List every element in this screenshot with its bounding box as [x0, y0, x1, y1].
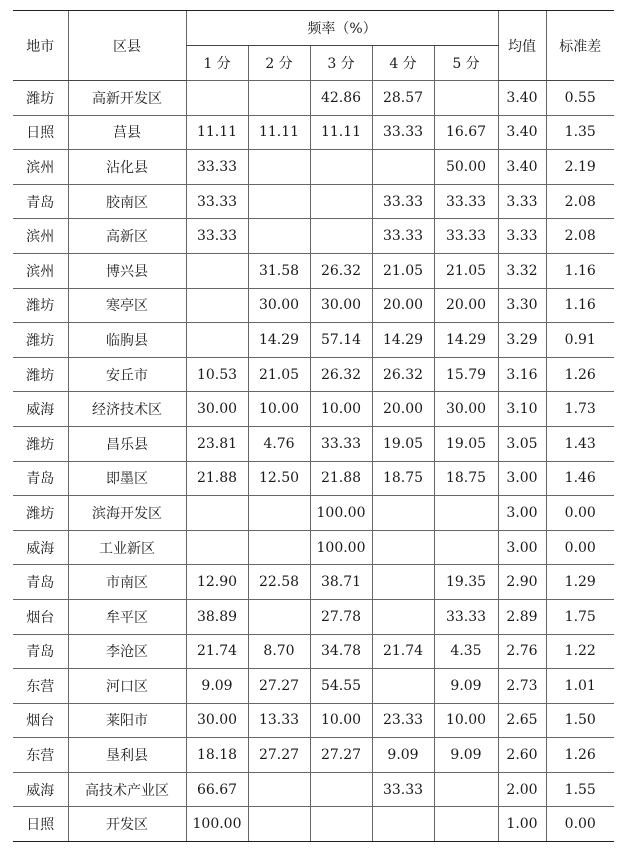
cell-score-5 — [434, 81, 498, 116]
cell-mean: 3.33 — [498, 184, 546, 219]
cell-county: 李沧区 — [68, 634, 186, 669]
table-row — [13, 184, 614, 219]
cell-city: 东营 — [13, 669, 68, 704]
cell-score-5: 14.29 — [434, 323, 498, 358]
cell-score-3 — [310, 184, 372, 219]
cell-score-1 — [186, 253, 248, 288]
cell-score-3: 10.00 — [310, 392, 372, 427]
cell-score-5: 4.35 — [434, 634, 498, 669]
table-header — [13, 11, 614, 81]
cell-county: 工业新区 — [68, 530, 186, 565]
cell-score-2: 14.29 — [248, 323, 310, 358]
cell-mean: 3.00 — [498, 496, 546, 531]
cell-mean: 3.40 — [498, 81, 546, 116]
cell-mean: 2.76 — [498, 634, 546, 669]
table-row — [13, 288, 614, 323]
cell-score-5: 21.05 — [434, 253, 498, 288]
cell-score-3: 27.78 — [310, 599, 372, 634]
cell-score-4 — [372, 807, 434, 842]
cell-score-1: 100.00 — [186, 807, 248, 842]
header-sd: 标准差 — [546, 11, 614, 81]
cell-score-1: 21.74 — [186, 634, 248, 669]
cell-sd: 1.35 — [546, 115, 614, 150]
cell-score-2 — [248, 150, 310, 185]
cell-score-1 — [186, 81, 248, 116]
cell-score-4 — [372, 669, 434, 704]
cell-city: 日照 — [13, 115, 68, 150]
cell-county: 即墨区 — [68, 461, 186, 496]
cell-score-1: 38.89 — [186, 599, 248, 634]
header-score-1: 1 分 — [186, 46, 248, 81]
cell-score-4 — [372, 530, 434, 565]
cell-score-3: 21.88 — [310, 461, 372, 496]
table-row — [13, 565, 614, 600]
table-row — [13, 81, 614, 116]
table-row — [13, 599, 614, 634]
cell-score-2: 11.11 — [248, 115, 310, 150]
cell-sd: 2.08 — [546, 184, 614, 219]
cell-score-1: 9.09 — [186, 669, 248, 704]
table-row — [13, 253, 614, 288]
cell-score-5 — [434, 807, 498, 842]
cell-score-4: 14.29 — [372, 323, 434, 358]
cell-score-4: 9.09 — [372, 738, 434, 773]
cell-score-2: 8.70 — [248, 634, 310, 669]
cell-city: 威海 — [13, 530, 68, 565]
cell-score-1: 30.00 — [186, 703, 248, 738]
cell-score-3: 42.86 — [310, 81, 372, 116]
cell-score-3: 10.00 — [310, 703, 372, 738]
cell-sd: 1.55 — [546, 772, 614, 807]
cell-score-1: 11.11 — [186, 115, 248, 150]
frequency-table-container — [13, 10, 612, 842]
cell-city: 青岛 — [13, 565, 68, 600]
cell-score-1: 12.90 — [186, 565, 248, 600]
cell-score-3: 30.00 — [310, 288, 372, 323]
cell-score-5: 19.05 — [434, 426, 498, 461]
cell-mean: 2.73 — [498, 669, 546, 704]
cell-score-2: 30.00 — [248, 288, 310, 323]
cell-score-3 — [310, 150, 372, 185]
cell-score-1: 33.33 — [186, 184, 248, 219]
cell-score-4: 26.32 — [372, 357, 434, 392]
cell-sd: 2.19 — [546, 150, 614, 185]
cell-city: 青岛 — [13, 634, 68, 669]
cell-score-1: 23.81 — [186, 426, 248, 461]
cell-city: 潍坊 — [13, 81, 68, 116]
table-row — [13, 530, 614, 565]
cell-county: 莱阳市 — [68, 703, 186, 738]
cell-score-2: 22.58 — [248, 565, 310, 600]
cell-score-1: 10.53 — [186, 357, 248, 392]
table-row — [13, 807, 614, 842]
cell-sd: 1.43 — [546, 426, 614, 461]
cell-city: 青岛 — [13, 184, 68, 219]
cell-score-3 — [310, 219, 372, 254]
table-row — [13, 738, 614, 773]
cell-score-2 — [248, 530, 310, 565]
cell-mean: 2.90 — [498, 565, 546, 600]
cell-city: 潍坊 — [13, 288, 68, 323]
cell-score-2: 27.27 — [248, 669, 310, 704]
cell-score-4: 20.00 — [372, 288, 434, 323]
table-row — [13, 772, 614, 807]
cell-score-2 — [248, 599, 310, 634]
cell-score-5: 20.00 — [434, 288, 498, 323]
cell-score-5: 16.67 — [434, 115, 498, 150]
cell-city: 滨州 — [13, 150, 68, 185]
cell-county: 垦利县 — [68, 738, 186, 773]
cell-city: 烟台 — [13, 703, 68, 738]
cell-county: 市南区 — [68, 565, 186, 600]
cell-sd: 1.22 — [546, 634, 614, 669]
cell-sd: 1.16 — [546, 253, 614, 288]
cell-sd: 1.73 — [546, 392, 614, 427]
table-row — [13, 496, 614, 531]
cell-score-3: 11.11 — [310, 115, 372, 150]
cell-mean: 3.10 — [498, 392, 546, 427]
cell-score-1 — [186, 496, 248, 531]
cell-score-3: 26.32 — [310, 253, 372, 288]
cell-sd: 0.00 — [546, 530, 614, 565]
cell-score-4 — [372, 599, 434, 634]
cell-city: 东营 — [13, 738, 68, 773]
cell-score-3: 100.00 — [310, 530, 372, 565]
cell-score-4 — [372, 150, 434, 185]
cell-sd: 1.46 — [546, 461, 614, 496]
cell-score-2 — [248, 219, 310, 254]
cell-score-3: 100.00 — [310, 496, 372, 531]
cell-county: 高新区 — [68, 219, 186, 254]
table-row — [13, 357, 614, 392]
table-row — [13, 461, 614, 496]
cell-sd: 0.00 — [546, 496, 614, 531]
cell-county: 高技术产业区 — [68, 772, 186, 807]
cell-county: 寒亭区 — [68, 288, 186, 323]
cell-sd: 1.50 — [546, 703, 614, 738]
cell-score-2: 10.00 — [248, 392, 310, 427]
cell-score-2 — [248, 81, 310, 116]
header-frequency: 频率（%） — [186, 11, 498, 46]
cell-sd: 0.55 — [546, 81, 614, 116]
header-mean: 均值 — [498, 11, 546, 81]
cell-score-4: 28.57 — [372, 81, 434, 116]
header-score-3: 3 分 — [310, 46, 372, 81]
cell-score-2: 21.05 — [248, 357, 310, 392]
cell-mean: 2.89 — [498, 599, 546, 634]
cell-score-1: 33.33 — [186, 219, 248, 254]
table-row — [13, 115, 614, 150]
cell-sd: 0.00 — [546, 807, 614, 842]
cell-sd: 0.91 — [546, 323, 614, 358]
cell-score-4: 33.33 — [372, 184, 434, 219]
cell-county: 临朐县 — [68, 323, 186, 358]
cell-mean: 3.32 — [498, 253, 546, 288]
cell-score-5 — [434, 530, 498, 565]
cell-score-5: 50.00 — [434, 150, 498, 185]
cell-score-2 — [248, 807, 310, 842]
cell-city: 青岛 — [13, 461, 68, 496]
table-row — [13, 219, 614, 254]
header-score-4: 4 分 — [372, 46, 434, 81]
cell-score-1 — [186, 323, 248, 358]
cell-score-5: 9.09 — [434, 738, 498, 773]
cell-city: 潍坊 — [13, 357, 68, 392]
cell-score-1: 30.00 — [186, 392, 248, 427]
table-row — [13, 634, 614, 669]
cell-score-5: 18.75 — [434, 461, 498, 496]
cell-city: 潍坊 — [13, 323, 68, 358]
cell-mean: 3.16 — [498, 357, 546, 392]
header-score-5: 5 分 — [434, 46, 498, 81]
cell-score-2: 12.50 — [248, 461, 310, 496]
cell-city: 潍坊 — [13, 426, 68, 461]
cell-score-5: 33.33 — [434, 184, 498, 219]
cell-score-5: 10.00 — [434, 703, 498, 738]
cell-city: 威海 — [13, 392, 68, 427]
cell-county: 沾化县 — [68, 150, 186, 185]
header-score-2: 2 分 — [248, 46, 310, 81]
cell-score-2 — [248, 496, 310, 531]
cell-score-4: 33.33 — [372, 115, 434, 150]
cell-mean: 2.65 — [498, 703, 546, 738]
cell-mean: 3.29 — [498, 323, 546, 358]
cell-score-2: 27.27 — [248, 738, 310, 773]
cell-city: 日照 — [13, 807, 68, 842]
cell-score-4: 23.33 — [372, 703, 434, 738]
cell-score-4 — [372, 565, 434, 600]
cell-score-3: 26.32 — [310, 357, 372, 392]
table-row — [13, 669, 614, 704]
cell-county: 莒县 — [68, 115, 186, 150]
cell-county: 河口区 — [68, 669, 186, 704]
cell-sd: 1.01 — [546, 669, 614, 704]
cell-mean: 3.00 — [498, 461, 546, 496]
cell-score-1: 18.18 — [186, 738, 248, 773]
cell-county: 高新开发区 — [68, 81, 186, 116]
cell-score-3: 33.33 — [310, 426, 372, 461]
cell-score-1 — [186, 530, 248, 565]
cell-score-4: 33.33 — [372, 219, 434, 254]
cell-mean: 3.40 — [498, 150, 546, 185]
cell-score-5: 15.79 — [434, 357, 498, 392]
cell-mean: 1.00 — [498, 807, 546, 842]
cell-mean: 3.05 — [498, 426, 546, 461]
cell-score-5 — [434, 496, 498, 531]
cell-mean: 3.33 — [498, 219, 546, 254]
table-body — [13, 81, 614, 842]
cell-city: 威海 — [13, 772, 68, 807]
cell-score-1: 66.67 — [186, 772, 248, 807]
cell-score-4 — [372, 496, 434, 531]
cell-county: 滨海开发区 — [68, 496, 186, 531]
cell-score-2 — [248, 184, 310, 219]
cell-score-4: 18.75 — [372, 461, 434, 496]
cell-county: 牟平区 — [68, 599, 186, 634]
cell-score-4: 21.05 — [372, 253, 434, 288]
cell-mean: 3.40 — [498, 115, 546, 150]
cell-county: 安丘市 — [68, 357, 186, 392]
cell-score-5: 33.33 — [434, 599, 498, 634]
cell-score-2: 4.76 — [248, 426, 310, 461]
cell-county: 博兴县 — [68, 253, 186, 288]
cell-county: 经济技术区 — [68, 392, 186, 427]
cell-score-4: 20.00 — [372, 392, 434, 427]
cell-score-3: 38.71 — [310, 565, 372, 600]
header-county: 区县 — [68, 11, 186, 81]
cell-score-2: 31.58 — [248, 253, 310, 288]
cell-city: 滨州 — [13, 219, 68, 254]
cell-score-4: 21.74 — [372, 634, 434, 669]
table-row — [13, 426, 614, 461]
cell-score-4: 33.33 — [372, 772, 434, 807]
cell-score-5: 30.00 — [434, 392, 498, 427]
header-city: 地市 — [13, 11, 68, 81]
table-row — [13, 703, 614, 738]
table-row — [13, 392, 614, 427]
cell-city: 烟台 — [13, 599, 68, 634]
cell-sd: 1.26 — [546, 738, 614, 773]
cell-score-3: 34.78 — [310, 634, 372, 669]
cell-score-3 — [310, 772, 372, 807]
cell-sd: 1.26 — [546, 357, 614, 392]
table-row — [13, 150, 614, 185]
cell-score-1 — [186, 288, 248, 323]
cell-score-1: 21.88 — [186, 461, 248, 496]
cell-score-5: 19.35 — [434, 565, 498, 600]
cell-mean: 3.30 — [498, 288, 546, 323]
cell-county: 胶南区 — [68, 184, 186, 219]
cell-sd: 1.29 — [546, 565, 614, 600]
cell-score-5 — [434, 772, 498, 807]
cell-city: 潍坊 — [13, 496, 68, 531]
cell-mean: 3.00 — [498, 530, 546, 565]
frequency-table — [13, 10, 614, 842]
cell-sd: 1.75 — [546, 599, 614, 634]
cell-score-4: 19.05 — [372, 426, 434, 461]
cell-city: 滨州 — [13, 253, 68, 288]
cell-score-2: 13.33 — [248, 703, 310, 738]
cell-score-1: 33.33 — [186, 150, 248, 185]
cell-mean: 2.60 — [498, 738, 546, 773]
cell-sd: 1.16 — [546, 288, 614, 323]
cell-sd: 2.08 — [546, 219, 614, 254]
cell-mean: 2.00 — [498, 772, 546, 807]
cell-score-3 — [310, 807, 372, 842]
cell-score-5: 33.33 — [434, 219, 498, 254]
cell-score-3: 57.14 — [310, 323, 372, 358]
table-row — [13, 323, 614, 358]
cell-county: 昌乐县 — [68, 426, 186, 461]
cell-score-2 — [248, 772, 310, 807]
cell-score-3: 54.55 — [310, 669, 372, 704]
cell-score-5: 9.09 — [434, 669, 498, 704]
cell-county: 开发区 — [68, 807, 186, 842]
cell-score-3: 27.27 — [310, 738, 372, 773]
